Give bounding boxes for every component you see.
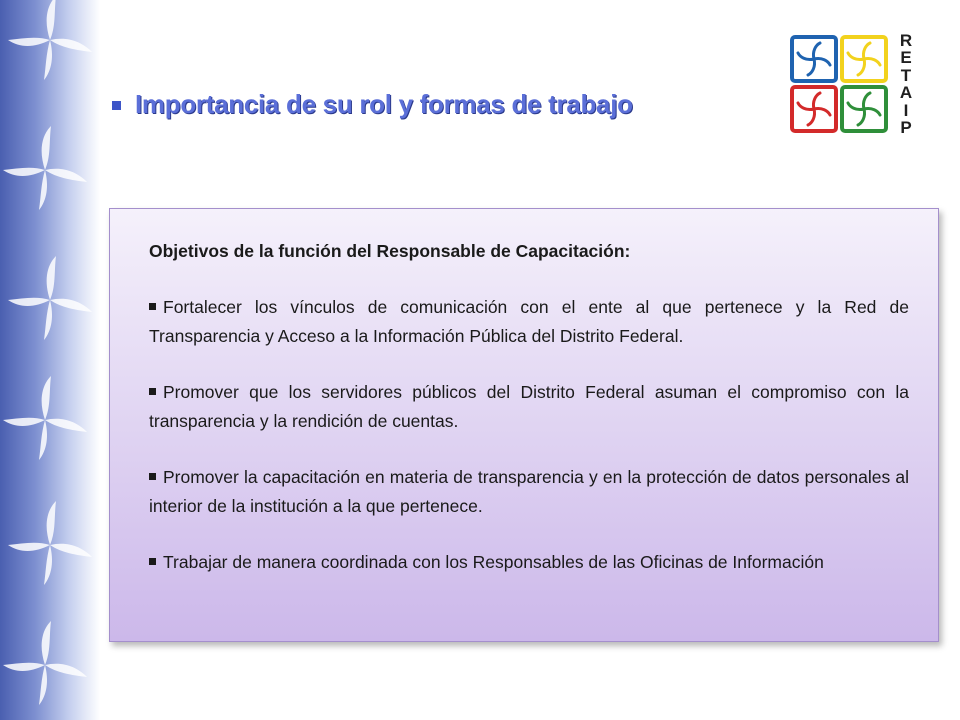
logo-letter: A: [899, 83, 913, 103]
logo-letter: P: [900, 117, 912, 137]
bullet-item: [149, 548, 909, 577]
bullet-text: Fortalecer los vínculos de comunicación con el ente al que pertenece y la Red de Transparencia y Acceso a la Información Pública del Distrito Federal.: [149, 297, 909, 346]
square-bullet-icon: [149, 303, 156, 310]
bullet-item: [149, 293, 909, 351]
objectives-heading: Objetivos de la función del Responsable de Capacitación:: [149, 241, 631, 261]
square-bullet-icon: [149, 473, 156, 480]
slide-title-row: [112, 84, 752, 124]
logo-letter: T: [900, 65, 912, 85]
bullet-item: [149, 378, 909, 436]
slide-title: Importancia de su rol y formas de trabajo: [135, 88, 633, 119]
logo-letter: E: [900, 48, 912, 68]
bullet-item: [149, 463, 909, 521]
bullet-text: Promover que los servidores públicos del Distrito Federal asuman el compromiso con la transparencia y la rendición de cuentas.: [149, 382, 909, 431]
bullet-text: Promover la capacitación en materia de transparencia y en la protección de datos personales al interior de la institución a la que pertenece.: [149, 467, 909, 516]
logo-letter: R: [899, 31, 913, 50]
decorative-side-band: [0, 0, 100, 720]
bullet-text: Trabajar de manera coordinada con los Responsables de las Oficinas de Información: [163, 552, 824, 572]
title-bullet-icon: [112, 101, 121, 110]
content-box: [109, 208, 939, 642]
logo-letters: [894, 32, 918, 136]
content-text: [149, 237, 909, 577]
square-bullet-icon: [149, 558, 156, 565]
square-bullet-icon: [149, 388, 156, 395]
propeller-pattern: [0, 0, 100, 720]
logo-letter: I: [903, 100, 909, 120]
